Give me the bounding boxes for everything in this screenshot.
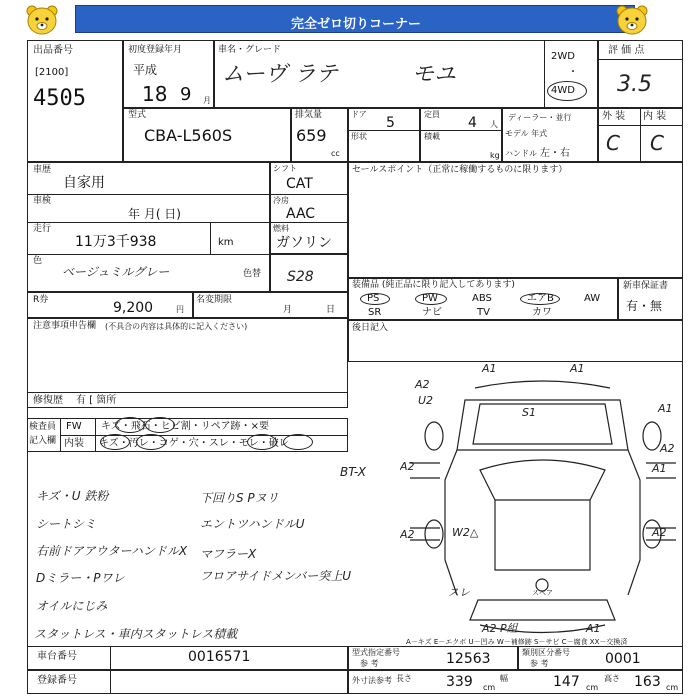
score-label: 評 価 点 bbox=[608, 45, 645, 56]
remark-right-2: エントツハンドルU bbox=[200, 517, 305, 531]
bear-logo-left bbox=[22, 3, 62, 37]
mark-a2-pgumi: A2 P組 bbox=[482, 622, 518, 635]
color-no-value: S28 bbox=[287, 269, 314, 285]
label-sure: スレ bbox=[448, 586, 470, 599]
dims-label: 外寸法参考 bbox=[352, 676, 392, 685]
color-no-label: 色替 bbox=[243, 269, 262, 279]
ac-value: AAC bbox=[286, 206, 316, 222]
warranty-label: 新車保証書 bbox=[623, 281, 669, 291]
equip-aw: AW bbox=[584, 293, 601, 304]
usage-value: 自家用 bbox=[63, 175, 105, 191]
registration-label: 名変期限 bbox=[196, 295, 233, 305]
equip-abs: ABS bbox=[472, 293, 492, 304]
score-divider bbox=[598, 59, 683, 60]
class-sub: 参 考 bbox=[530, 659, 549, 668]
mark-a1-top-right: A1 bbox=[570, 362, 585, 375]
class-label: 類別区分番号 bbox=[522, 648, 570, 657]
lot-code: [2100] bbox=[35, 67, 69, 78]
length-unit: cm bbox=[483, 683, 496, 692]
model-year-label: モデル 年式 bbox=[505, 129, 548, 138]
afterwards-label: 後日記入 bbox=[352, 323, 389, 333]
height-unit: cm bbox=[666, 683, 679, 692]
displacement-value: 659 bbox=[296, 126, 327, 145]
model-name: ムーヴ ラテ bbox=[222, 62, 338, 87]
mark-a1-bottom: A1 bbox=[586, 622, 601, 635]
chassis-value: 0016571 bbox=[188, 649, 251, 665]
recycle-unit: 円 bbox=[176, 305, 184, 314]
lot-label: 出品番号 bbox=[33, 45, 73, 56]
mileage-unit: km bbox=[218, 237, 234, 248]
reg-month-unit: 月 bbox=[203, 96, 211, 105]
shift-line2 bbox=[270, 222, 348, 223]
inspector-label-2: 記入欄 bbox=[29, 436, 57, 446]
mileage-split bbox=[210, 222, 211, 254]
registration-day: 日 bbox=[326, 305, 336, 315]
mark-s1: S1 bbox=[522, 406, 536, 419]
inspector-int-items: キズ・汚レ・コゲ・穴・スレ・モレ・破レ bbox=[99, 438, 289, 449]
fuel-label: 燃料 bbox=[273, 224, 289, 233]
spare-label: スペア bbox=[532, 589, 553, 597]
mark-a1-right-2: A1 bbox=[652, 462, 667, 475]
condition-split bbox=[640, 108, 641, 162]
doors-value: 5 bbox=[386, 115, 395, 131]
inspector-split-2 bbox=[95, 418, 96, 452]
handle-value: 左・右 bbox=[540, 148, 570, 159]
remark-1: キズ・U 鉄粉 bbox=[36, 489, 109, 503]
width-value: 147 bbox=[553, 674, 580, 690]
repair-value: 有 [ 箇所 bbox=[76, 395, 117, 406]
repair-divider bbox=[27, 392, 348, 393]
mileage-label: 走行 bbox=[33, 224, 52, 234]
remark-2: シートシミ bbox=[36, 517, 97, 531]
era: 平成 bbox=[133, 63, 158, 77]
remark-right-1: 下回りS Pヌリ bbox=[200, 491, 279, 505]
recycle-label: R券 bbox=[33, 295, 49, 305]
chassis-label: 車台番号 bbox=[37, 651, 77, 662]
remark-3: 右前ドアアウターハンドルX bbox=[36, 544, 188, 558]
equip-pw: PW bbox=[422, 293, 438, 304]
int-mark-2 bbox=[136, 434, 166, 450]
int-mark-3 bbox=[247, 434, 277, 450]
equip-leather: カワ bbox=[532, 307, 552, 318]
mark-a1-right-1: A1 bbox=[658, 402, 673, 415]
handle-label: ハンドル bbox=[505, 149, 537, 158]
color-value: ベージュミルグレー bbox=[62, 265, 170, 279]
label-u2: U2 bbox=[418, 394, 434, 407]
ac-label: 冷房 bbox=[273, 196, 289, 205]
capacity-divider bbox=[420, 130, 502, 131]
hist-line1 bbox=[27, 194, 270, 195]
remark-6: スタットレス・車内スタットレス積載 bbox=[34, 627, 238, 641]
fw-mark-1 bbox=[115, 417, 145, 433]
inspection-label: 車検 bbox=[33, 196, 52, 206]
equip-sr: SR bbox=[368, 307, 382, 318]
width-unit: cm bbox=[586, 683, 599, 692]
mark-a2-right-2: A2 bbox=[652, 526, 667, 539]
remark-5: オイルにじみ bbox=[36, 599, 108, 613]
shift-value: CAT bbox=[286, 176, 313, 192]
capacity-value: 4 bbox=[468, 115, 477, 131]
interior-label: 内 装 bbox=[643, 111, 667, 122]
recycle-box bbox=[27, 292, 193, 318]
mark-a2-left: A2 bbox=[400, 460, 415, 473]
type-value: CBA-L560S bbox=[144, 126, 233, 145]
remark-right-4: フロアサイドメンバー突上U bbox=[200, 569, 351, 583]
remark-right-3: マフラーX bbox=[200, 547, 257, 561]
exterior-grade: C bbox=[606, 131, 620, 155]
recycle-value: 9,200 bbox=[113, 300, 154, 316]
car-damage-diagram bbox=[400, 360, 685, 648]
equip-tv: TV bbox=[477, 307, 490, 318]
doors-label: ドア bbox=[351, 110, 367, 119]
hist-line3 bbox=[27, 254, 270, 255]
bear-icon bbox=[612, 3, 652, 37]
repair-label: 修復歴 bbox=[33, 395, 63, 406]
declaration-label: 注意事項申告欄 bbox=[33, 321, 97, 331]
equipment-label: 装備品 (純正品に限り記入してあります) bbox=[352, 280, 515, 290]
warranty-value: 有・無 bbox=[626, 299, 663, 313]
shift-label: シフト bbox=[273, 164, 297, 173]
height-label: 高さ bbox=[604, 674, 620, 683]
afterwards-box bbox=[348, 320, 683, 362]
equip-airbag: エアB bbox=[527, 293, 554, 304]
fuel-value: ガソリン bbox=[276, 235, 332, 251]
banner-title: 完全ゼロ切りコーナー bbox=[290, 17, 421, 32]
inspector-label-1: 検査員 bbox=[29, 422, 57, 432]
inspector-fw: FW bbox=[66, 421, 82, 432]
fw-mark-2 bbox=[145, 417, 175, 433]
displacement-unit: cc bbox=[331, 149, 340, 158]
exterior-label: 外 装 bbox=[602, 111, 626, 122]
bear-icon bbox=[22, 3, 62, 37]
grade: モユ bbox=[412, 62, 457, 87]
int-mark-1 bbox=[100, 434, 130, 450]
sales-box bbox=[348, 162, 683, 278]
mark-w2: W2△ bbox=[452, 526, 479, 539]
model-label: 車名・グレード bbox=[218, 45, 282, 55]
remark-4: Dミラー・Pワレ bbox=[36, 571, 125, 585]
mark-a2-right: A2 bbox=[660, 442, 675, 455]
class-value: 0001 bbox=[605, 651, 641, 667]
drive-dot: ・ bbox=[568, 67, 578, 78]
mark-a2-top-left: A2 bbox=[415, 378, 430, 391]
cert-label: 型式指定番号 bbox=[352, 648, 400, 657]
mileage-value: 11万3千938 bbox=[75, 234, 157, 250]
reg-month: 9 bbox=[180, 84, 192, 105]
score-value: 3.5 bbox=[617, 72, 652, 97]
declaration-note: (不具合の内容は具体的に記入ください) bbox=[105, 322, 248, 331]
inspector-fw-items: キズ・飛石・ヒビ割・リペア跡・×要 bbox=[101, 421, 269, 432]
lot-number: 4505 bbox=[33, 86, 86, 111]
equip-ps: PS bbox=[367, 293, 380, 304]
type-label: 型式 bbox=[128, 110, 147, 120]
load-label: 積載 bbox=[424, 132, 440, 141]
drive-2wd: 2WD bbox=[551, 51, 575, 62]
load-unit: kg bbox=[490, 151, 500, 160]
chassis-split bbox=[110, 646, 111, 670]
bear-logo-right bbox=[612, 3, 652, 37]
registration-month: 月 bbox=[283, 305, 293, 315]
capacity-label: 定員 bbox=[424, 110, 440, 119]
capacity-unit: 人 bbox=[490, 120, 498, 129]
usage-label: 車歴 bbox=[33, 165, 52, 175]
length-value: 339 bbox=[446, 674, 473, 690]
inspection-value: 年 月( 日) bbox=[128, 207, 181, 221]
color-label: 色 bbox=[33, 256, 43, 266]
reg-label: 登録番号 bbox=[37, 675, 77, 686]
length-label: 長さ bbox=[396, 674, 412, 683]
reg-year: 18 bbox=[142, 82, 168, 106]
dealer-label: ディーラー・並行 bbox=[508, 113, 572, 122]
page-banner bbox=[75, 5, 635, 33]
inspector-interior: 内装 bbox=[64, 438, 84, 449]
drive-4wd: 4WD bbox=[551, 85, 575, 96]
hist-line2 bbox=[27, 222, 270, 223]
mark-a2-left-2: A2 bbox=[400, 528, 415, 541]
first-reg-label: 初度登録年月 bbox=[128, 45, 183, 55]
diagram-legend: A－キズ E－エクボ U－凹み W－補修跡 S－サビ C－腐食 XX－交換済 bbox=[406, 638, 628, 646]
equip-navi: ナビ bbox=[422, 307, 442, 318]
mark-a1-top-left: A1 bbox=[482, 362, 497, 375]
int-mark-4 bbox=[283, 434, 313, 450]
displacement-label: 排気量 bbox=[295, 110, 323, 120]
cert-sub: 参 考 bbox=[360, 659, 379, 668]
shift-line1 bbox=[270, 194, 348, 195]
remark-right-0: BT-X bbox=[340, 465, 366, 479]
width-label: 幅 bbox=[500, 674, 508, 683]
cert-value: 12563 bbox=[446, 651, 491, 667]
sales-label: セールスポイント（正常に稼働するものに限ります） bbox=[352, 165, 568, 175]
height-value: 163 bbox=[634, 674, 661, 690]
doors-divider bbox=[348, 130, 420, 131]
interior-grade: C bbox=[650, 131, 664, 155]
reg-split bbox=[110, 670, 111, 694]
shape-label: 形状 bbox=[351, 132, 367, 141]
